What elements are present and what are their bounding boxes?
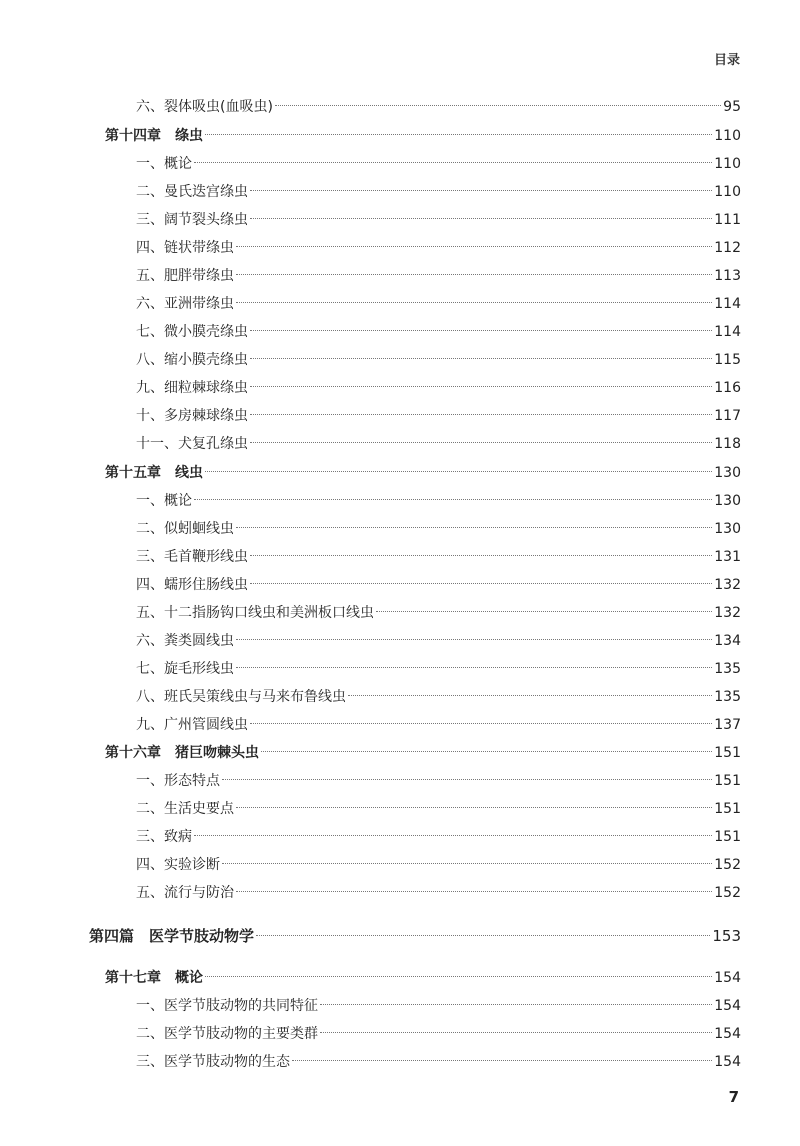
toc-entry-page: 135 bbox=[714, 661, 741, 677]
toc-entry-page: 154 bbox=[714, 1054, 741, 1070]
toc-entry-label: 八、班氏吴策线虫与马来布鲁线虫 bbox=[136, 689, 346, 705]
dot-leader bbox=[256, 935, 710, 936]
toc-entry[interactable] bbox=[136, 713, 741, 737]
toc-chapter-entry[interactable] bbox=[105, 461, 741, 485]
toc-chapter-entry[interactable] bbox=[105, 966, 741, 990]
toc-entry[interactable] bbox=[136, 236, 741, 260]
toc-entry-page: 151 bbox=[714, 829, 741, 845]
dot-leader bbox=[205, 976, 712, 977]
toc-entry[interactable] bbox=[136, 1050, 741, 1074]
dot-leader bbox=[250, 583, 712, 584]
toc-entry-page: 130 bbox=[714, 493, 741, 509]
dot-leader bbox=[236, 274, 712, 275]
dot-leader bbox=[222, 863, 712, 864]
toc-entry-page: 118 bbox=[714, 436, 741, 452]
toc-entry-label: 四、实验诊断 bbox=[136, 857, 220, 873]
dot-leader bbox=[222, 779, 712, 780]
toc-entry-label: 五、肥胖带绦虫 bbox=[136, 268, 234, 284]
dot-leader bbox=[348, 695, 712, 696]
toc-entry-label: 一、医学节肢动物的共同特征 bbox=[136, 998, 318, 1014]
toc-entry-label: 第十六章 猪巨吻棘头虫 bbox=[105, 745, 259, 761]
toc-entry[interactable] bbox=[136, 292, 741, 316]
toc-entry-page: 95 bbox=[723, 99, 741, 115]
dot-leader bbox=[236, 667, 712, 668]
dot-leader bbox=[250, 414, 712, 415]
toc-entry-label: 五、十二指肠钩口线虫和美洲板口线虫 bbox=[136, 605, 374, 621]
toc-entry-label: 四、蠕形住肠线虫 bbox=[136, 577, 248, 593]
dot-leader bbox=[194, 162, 712, 163]
toc-entry-page: 132 bbox=[714, 605, 741, 621]
toc-entry[interactable] bbox=[136, 348, 741, 372]
dot-leader bbox=[236, 527, 712, 528]
toc-entry[interactable] bbox=[136, 545, 741, 569]
toc-entry-label: 七、旋毛形线虫 bbox=[136, 661, 234, 677]
toc-entry[interactable] bbox=[136, 432, 741, 456]
toc-entry-label: 十一、犬复孔绦虫 bbox=[136, 436, 248, 452]
toc-entry-page: 113 bbox=[714, 268, 741, 284]
toc-entry-page: 130 bbox=[714, 521, 741, 537]
toc-entry-label: 一、概论 bbox=[136, 156, 192, 172]
toc-entry-page: 110 bbox=[714, 184, 741, 200]
dot-leader bbox=[320, 1004, 712, 1005]
dot-leader bbox=[275, 105, 721, 106]
toc-entry-label: 八、缩小膜壳绦虫 bbox=[136, 352, 248, 368]
toc-entry[interactable] bbox=[136, 517, 741, 541]
toc-entry-label: 二、曼氏迭宫绦虫 bbox=[136, 184, 248, 200]
dot-leader bbox=[376, 611, 712, 612]
dot-leader bbox=[205, 134, 712, 135]
toc-entry-page: 110 bbox=[714, 128, 741, 144]
dot-leader bbox=[194, 835, 712, 836]
toc-entry[interactable] bbox=[136, 825, 741, 849]
toc-entry[interactable] bbox=[136, 657, 741, 681]
dot-leader bbox=[205, 471, 712, 472]
toc-entry-page: 152 bbox=[714, 885, 741, 901]
toc-entry-label: 六、亚洲带绦虫 bbox=[136, 296, 234, 312]
toc-entry-label: 三、阔节裂头绦虫 bbox=[136, 212, 248, 228]
toc-entry-label: 七、微小膜壳绦虫 bbox=[136, 324, 248, 340]
toc-entry-label: 二、似蚓蛔线虫 bbox=[136, 521, 234, 537]
dot-leader bbox=[250, 358, 712, 359]
toc-entry[interactable] bbox=[136, 264, 741, 288]
toc-entry-label: 十、多房棘球绦虫 bbox=[136, 408, 248, 424]
toc-entry-label: 三、毛首鞭形线虫 bbox=[136, 549, 248, 565]
toc-entry-page: 131 bbox=[714, 549, 741, 565]
toc-entry[interactable] bbox=[136, 994, 741, 1018]
dot-leader bbox=[261, 751, 712, 752]
toc-entry-page: 114 bbox=[714, 296, 741, 312]
toc-entry[interactable] bbox=[136, 489, 741, 513]
toc-entry[interactable] bbox=[136, 404, 741, 428]
toc-entry-page: 137 bbox=[714, 717, 741, 733]
dot-leader bbox=[250, 330, 712, 331]
toc-entry-label: 第十七章 概论 bbox=[105, 970, 203, 986]
dot-leader bbox=[236, 639, 712, 640]
toc-entry-page: 130 bbox=[714, 465, 741, 481]
toc-entry[interactable] bbox=[136, 376, 741, 400]
page-number: 7 bbox=[728, 1088, 739, 1106]
toc-entry-page: 132 bbox=[714, 577, 741, 593]
toc-entry-label: 第十四章 绦虫 bbox=[105, 128, 203, 144]
toc-entry[interactable] bbox=[136, 1022, 741, 1046]
toc-part-entry[interactable] bbox=[89, 924, 741, 948]
dot-leader bbox=[236, 302, 712, 303]
dot-leader bbox=[236, 891, 712, 892]
dot-leader bbox=[250, 218, 712, 219]
toc-entry[interactable] bbox=[136, 769, 741, 793]
dot-leader bbox=[250, 442, 712, 443]
toc-entry-label: 九、细粒棘球绦虫 bbox=[136, 380, 248, 396]
toc-entry-label: 四、链状带绦虫 bbox=[136, 240, 234, 256]
toc-entry-page: 151 bbox=[714, 801, 741, 817]
toc-entry[interactable] bbox=[136, 573, 741, 597]
toc-entry[interactable] bbox=[136, 685, 741, 709]
dot-leader bbox=[320, 1032, 712, 1033]
toc-entry-label: 第十五章 线虫 bbox=[105, 465, 203, 481]
toc-entry-page: 111 bbox=[714, 212, 741, 228]
dot-leader bbox=[292, 1060, 712, 1061]
dot-leader bbox=[236, 807, 712, 808]
toc-entry-page: 154 bbox=[714, 970, 741, 986]
toc-entry-page: 114 bbox=[714, 324, 741, 340]
toc-entry-page: 117 bbox=[714, 408, 741, 424]
toc-entry[interactable] bbox=[136, 95, 741, 119]
dot-leader bbox=[250, 555, 712, 556]
toc-entry[interactable] bbox=[136, 629, 741, 653]
toc-entry-label: 三、致病 bbox=[136, 829, 192, 845]
toc-entry[interactable] bbox=[136, 180, 741, 204]
toc-entry-label: 六、裂体吸虫(血吸虫) bbox=[136, 99, 273, 115]
toc-entry-page: 116 bbox=[714, 380, 741, 396]
toc-entry[interactable] bbox=[136, 208, 741, 232]
toc-entry-label: 一、形态特点 bbox=[136, 773, 220, 789]
toc-entry-label: 五、流行与防治 bbox=[136, 885, 234, 901]
dot-leader bbox=[250, 723, 712, 724]
toc-entry-page: 135 bbox=[714, 689, 741, 705]
toc-entry-label: 二、医学节肢动物的主要类群 bbox=[136, 1026, 318, 1042]
toc-entry-page: 134 bbox=[714, 633, 741, 649]
toc-entry-page: 151 bbox=[714, 745, 741, 761]
toc-entry-page: 153 bbox=[712, 927, 741, 945]
toc-entry[interactable] bbox=[136, 853, 741, 877]
toc-entry-page: 154 bbox=[714, 1026, 741, 1042]
toc-entry-label: 第四篇 医学节肢动物学 bbox=[89, 927, 255, 945]
toc-entry-label: 九、广州管圆线虫 bbox=[136, 717, 248, 733]
toc-entry-page: 151 bbox=[714, 773, 741, 789]
toc-entry[interactable] bbox=[136, 601, 741, 625]
toc-chapter-entry[interactable] bbox=[105, 741, 741, 765]
toc-entry-page: 112 bbox=[714, 240, 741, 256]
toc-entry[interactable] bbox=[136, 797, 741, 821]
toc-entry-page: 152 bbox=[714, 857, 741, 873]
toc-entry[interactable] bbox=[136, 320, 741, 344]
toc-entry[interactable] bbox=[136, 881, 741, 905]
toc-entry-page: 115 bbox=[714, 352, 741, 368]
toc-entry-label: 二、生活史要点 bbox=[136, 801, 234, 817]
toc-entry-page: 110 bbox=[714, 156, 741, 172]
toc-entry-page: 154 bbox=[714, 998, 741, 1014]
toc-entry[interactable] bbox=[136, 152, 741, 176]
toc-entry-label: 六、粪类圆线虫 bbox=[136, 633, 234, 649]
dot-leader bbox=[250, 386, 712, 387]
toc-entry-label: 一、概论 bbox=[136, 493, 192, 509]
running-header: 目录 bbox=[713, 53, 740, 68]
toc-chapter-entry[interactable] bbox=[105, 124, 741, 148]
dot-leader bbox=[194, 499, 712, 500]
dot-leader bbox=[236, 246, 712, 247]
dot-leader bbox=[250, 190, 712, 191]
toc-entry-label: 三、医学节肢动物的生态 bbox=[136, 1054, 290, 1070]
